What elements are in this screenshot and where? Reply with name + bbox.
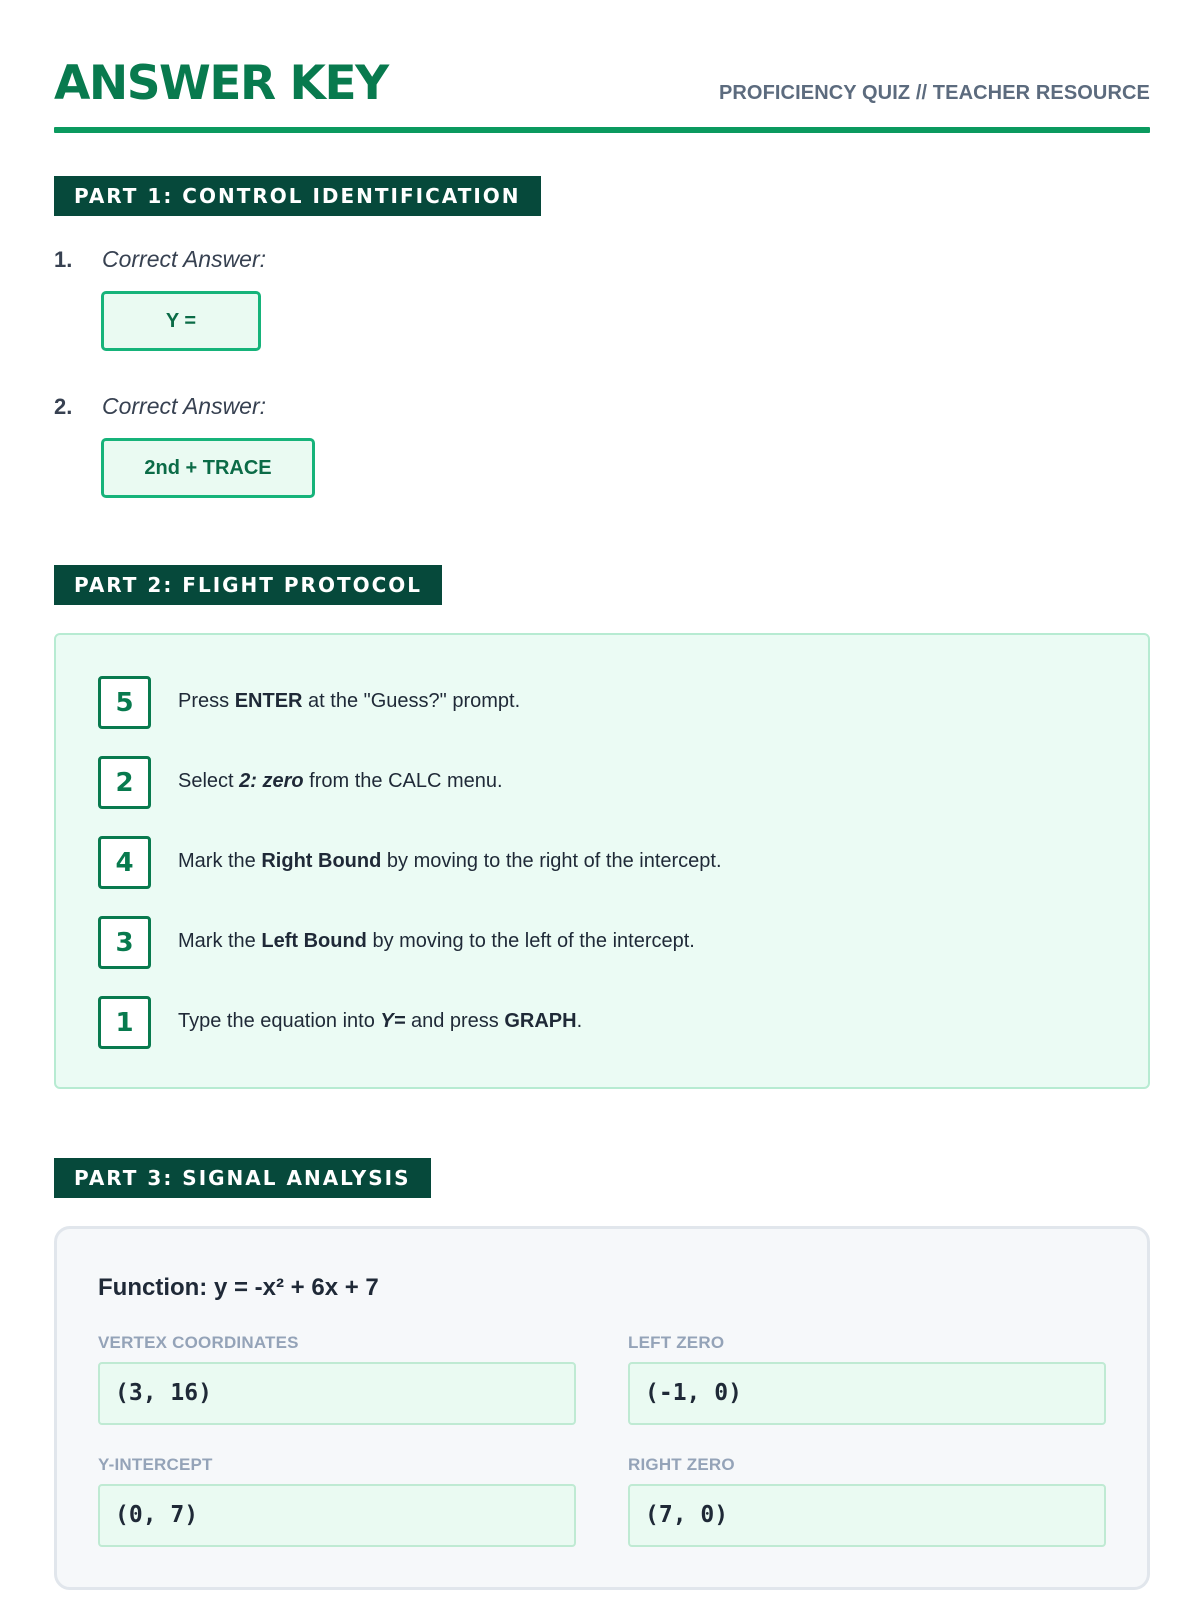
header-divider: [54, 127, 1150, 133]
question-1-answer: Y =: [101, 291, 261, 351]
left-zero-value: (-1, 0): [628, 1362, 1106, 1425]
right-zero-value: (7, 0): [628, 1484, 1106, 1547]
question-2-prompt: Correct Answer:: [102, 393, 267, 419]
page-title: ANSWER KEY: [54, 56, 388, 111]
protocol-step: [98, 676, 1098, 728]
step-number-badge: 2: [98, 756, 151, 809]
function-equation: Function: y = -x² + 6x + 7: [98, 1274, 379, 1301]
part2-label: PART 2: FLIGHT PROTOCOL: [54, 565, 442, 605]
step-number-badge: 3: [98, 916, 151, 969]
step-text: Mark the Left Bound by moving to the left of the intercept.: [178, 930, 695, 952]
y-intercept-value: (0, 7): [98, 1484, 576, 1547]
question-2-number: 2.: [54, 394, 73, 419]
part3-label: PART 3: SIGNAL ANALYSIS: [54, 1158, 431, 1198]
protocol-step: [98, 996, 1098, 1048]
question-1-number: 1.: [54, 247, 73, 272]
page-header: [54, 56, 1150, 136]
step-number-badge: 4: [98, 836, 151, 889]
y-intercept-label: Y-INTERCEPT: [98, 1455, 213, 1474]
step-number-badge: 1: [98, 996, 151, 1049]
page-subtitle: PROFICIENCY QUIZ // TEACHER RESOURCE: [718, 82, 1150, 104]
flight-protocol-panel: [54, 633, 1150, 1089]
question-1-prompt: Correct Answer:: [102, 246, 267, 272]
right-zero-label: RIGHT ZERO: [628, 1455, 735, 1474]
protocol-step: [98, 756, 1098, 808]
vertex-value: (3, 16): [98, 1362, 576, 1425]
signal-analysis-panel: [54, 1226, 1150, 1590]
step-text: Select 2: zero from the CALC menu.: [178, 770, 503, 792]
step-text: Mark the Right Bound by moving to the right of the intercept.: [178, 850, 722, 872]
left-zero-label: LEFT ZERO: [628, 1333, 725, 1352]
protocol-step: [98, 836, 1098, 888]
vertex-label: VERTEX COORDINATES: [98, 1333, 299, 1352]
step-text: Type the equation into Y= and press GRAPH.: [178, 1010, 583, 1032]
step-text: Press ENTER at the "Guess?" prompt.: [178, 690, 521, 712]
part1-label: PART 1: CONTROL IDENTIFICATION: [54, 176, 541, 216]
protocol-step: [98, 916, 1098, 968]
question-2-answer: 2nd + TRACE: [101, 438, 315, 498]
step-number-badge: 5: [98, 676, 151, 729]
